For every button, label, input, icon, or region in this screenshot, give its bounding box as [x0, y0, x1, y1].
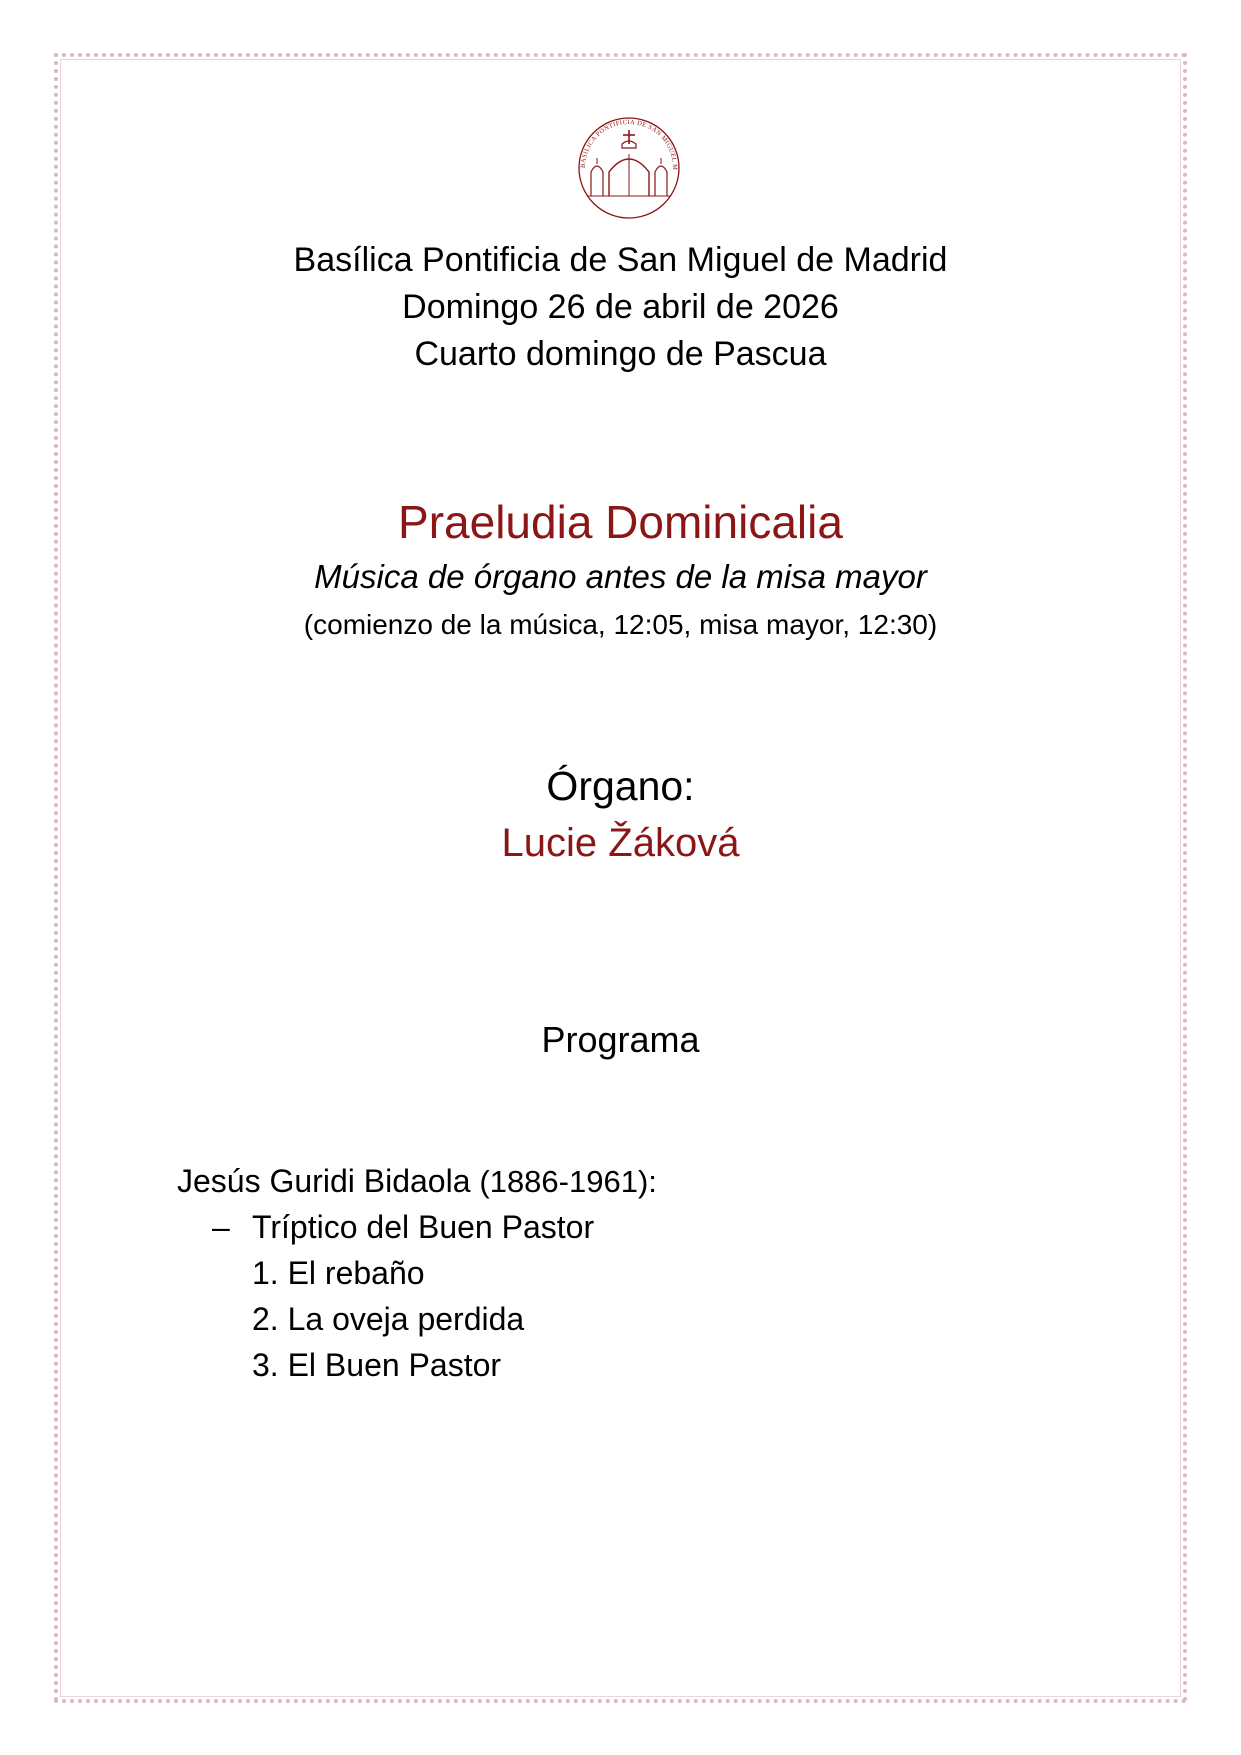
- basilica-seal-logo: [565, 108, 693, 220]
- composer-name: Jesús Guridi Bidaola: [177, 1163, 471, 1199]
- svg-text:BASILICA PONTIFICIA DE SAN MIG: BASILICA PONTIFICIA DE SAN MIGUEL M: [579, 118, 679, 171]
- series-title: Praeludia Dominicalia: [398, 496, 843, 548]
- movement-item: 2. La oveja perdida: [252, 1301, 525, 1337]
- basilica-name: Basílica Pontificia de San Miguel de Madrid: [293, 241, 948, 279]
- work-line: [212, 1209, 594, 1246]
- work-bullet: –: [212, 1209, 230, 1245]
- schedule-times: (comienzo de la música, 12:05, misa mayor, 12:30): [303, 609, 938, 640]
- composer-line: [177, 1163, 657, 1200]
- program-heading: Programa: [541, 1019, 700, 1060]
- work-title: Tríptico del Buen Pastor: [252, 1209, 595, 1245]
- instrument-label: Órgano:: [546, 763, 695, 809]
- composer-dates: (1886-1961):: [479, 1164, 657, 1199]
- liturgical-day: Cuarto domingo de Pascua: [414, 335, 827, 373]
- movement-item: 3. El Buen Pastor: [252, 1347, 502, 1383]
- movement-item: 1. El rebaño: [252, 1255, 425, 1291]
- service-date: Domingo 26 de abril de 2026: [402, 288, 839, 326]
- performer-name: Lucie Žáková: [501, 821, 740, 865]
- series-subtitle: Música de órgano antes de la misa mayor: [314, 558, 927, 595]
